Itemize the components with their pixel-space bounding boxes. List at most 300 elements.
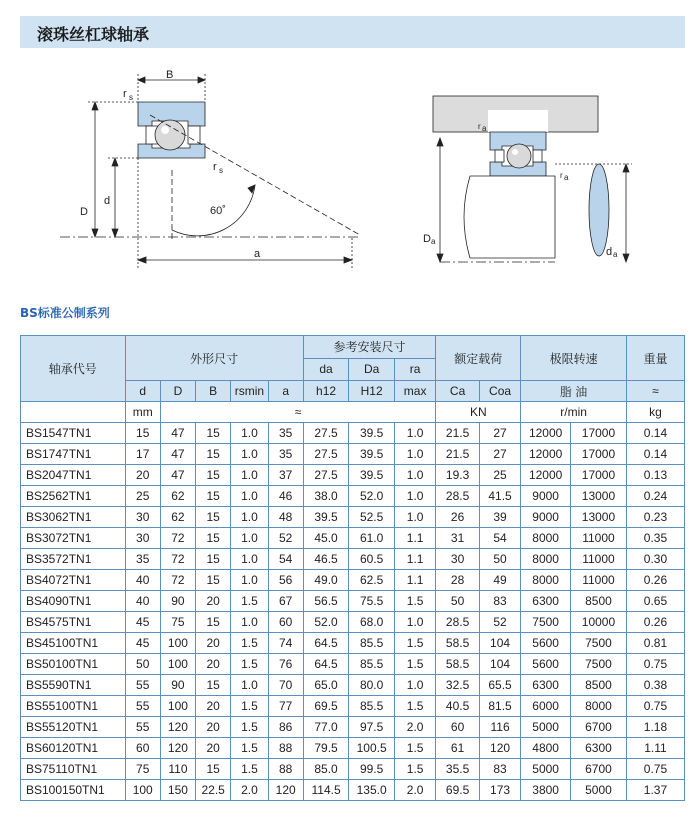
table-cell: 100 <box>160 633 195 654</box>
table-cell: 27 <box>479 444 520 465</box>
table-cell: 37 <box>268 465 303 486</box>
table-cell: 15 <box>196 549 231 570</box>
table-cell: 6300 <box>570 738 626 759</box>
table-cell: 7500 <box>521 612 571 633</box>
table-cell: 1.5 <box>394 759 435 780</box>
table-cell: 22.5 <box>196 780 231 801</box>
table-cell: 1.0 <box>231 612 268 633</box>
table-cell: 60 <box>436 717 480 738</box>
table-row <box>21 423 685 444</box>
table-cell: 21.5 <box>436 444 480 465</box>
table-cell: 7500 <box>570 633 626 654</box>
table-cell: 72 <box>160 570 195 591</box>
table-cell: 47 <box>160 444 195 465</box>
table-cell: 90 <box>160 591 195 612</box>
table-cell: 15 <box>196 465 231 486</box>
label-da: d <box>606 246 613 258</box>
table-cell: 55 <box>125 696 160 717</box>
table-cell: 35 <box>268 444 303 465</box>
table-cell: 8000 <box>521 549 571 570</box>
table-cell: 38.0 <box>303 486 349 507</box>
table-cell: 1.0 <box>231 423 268 444</box>
table-cell: 30 <box>436 549 480 570</box>
table-cell: 85.0 <box>303 759 349 780</box>
table-cell: 65.0 <box>303 675 349 696</box>
table-cell: 52 <box>268 528 303 549</box>
table-row <box>21 696 685 717</box>
header-D: D <box>160 381 195 402</box>
table-cell: 27.5 <box>303 465 349 486</box>
table-cell: 5000 <box>521 759 571 780</box>
table-cell: 77.0 <box>303 717 349 738</box>
table-cell: 0.35 <box>626 528 684 549</box>
table-cell: 120 <box>160 738 195 759</box>
table-row <box>21 549 685 570</box>
table-cell: 1.5 <box>231 591 268 612</box>
unit-rmin: r/min <box>521 402 627 423</box>
table-cell: 20 <box>196 738 231 759</box>
table-cell: 6700 <box>570 759 626 780</box>
bearing-code-cell: BS50100TN1 <box>21 654 126 675</box>
table-cell: 8000 <box>521 570 571 591</box>
table-cell: 100 <box>160 654 195 675</box>
table-cell: 1.5 <box>394 654 435 675</box>
header-h12: h12 <box>303 381 349 402</box>
table-cell: 52 <box>479 612 520 633</box>
unit-kg: kg <box>626 402 684 423</box>
table-cell: 7500 <box>570 654 626 675</box>
table-cell: 20 <box>196 591 231 612</box>
table-cell: 32.5 <box>436 675 480 696</box>
table-cell: 15 <box>196 612 231 633</box>
table-cell: 62 <box>160 507 195 528</box>
table-cell: 12000 <box>521 423 571 444</box>
table-cell: 45 <box>125 633 160 654</box>
table-cell: 0.75 <box>626 696 684 717</box>
table-cell: 85.5 <box>349 654 395 675</box>
label-d: d <box>104 195 111 207</box>
table-cell: 28.5 <box>436 612 480 633</box>
section-title: BS标准公制系列 <box>20 306 110 320</box>
table-cell: 120 <box>268 780 303 801</box>
table-cell: 75.5 <box>349 591 395 612</box>
table-cell: 17000 <box>570 423 626 444</box>
left-bearing-drawing <box>60 74 360 268</box>
table-cell: 0.13 <box>626 465 684 486</box>
header-approx: ≈ <box>626 381 684 402</box>
table-cell: 15 <box>196 675 231 696</box>
table-cell: 1.0 <box>394 507 435 528</box>
table-cell: 39.5 <box>349 444 395 465</box>
table-cell: 15 <box>196 528 231 549</box>
table-cell: 90 <box>160 675 195 696</box>
table-cell: 31 <box>436 528 480 549</box>
label-rs-top-sub: s <box>129 93 133 102</box>
table-row <box>21 612 685 633</box>
label-Da-sub: a <box>431 237 436 246</box>
table-cell: 49.0 <box>303 570 349 591</box>
bearing-code-cell: BS55100TN1 <box>21 696 126 717</box>
table-cell: 27.5 <box>303 423 349 444</box>
table-cell: 2.0 <box>394 717 435 738</box>
table-cell: 13000 <box>570 486 626 507</box>
label-da-sub: a <box>613 250 618 259</box>
table-cell: 58.5 <box>436 654 480 675</box>
header-load: 额定载荷 <box>436 336 521 381</box>
table-cell: 5600 <box>521 633 571 654</box>
table-cell: 76 <box>268 654 303 675</box>
table-cell: 104 <box>479 654 520 675</box>
table-row <box>21 507 685 528</box>
right-mounting-drawing <box>433 96 632 262</box>
table-cell: 8500 <box>570 591 626 612</box>
table-cell: 64.5 <box>303 633 349 654</box>
table-cell: 15 <box>125 423 160 444</box>
table-cell: 88 <box>268 759 303 780</box>
table-cell: 1.0 <box>394 486 435 507</box>
table-cell: 60 <box>125 738 160 759</box>
table-cell: 54 <box>479 528 520 549</box>
table-cell: 1.0 <box>231 465 268 486</box>
table-cell: 5000 <box>570 780 626 801</box>
table-cell: 1.0 <box>394 612 435 633</box>
table-row <box>21 444 685 465</box>
table-row <box>21 633 685 654</box>
table-cell: 3800 <box>521 780 571 801</box>
table-cell: 40 <box>125 570 160 591</box>
table-cell: 97.5 <box>349 717 395 738</box>
table-cell: 41.5 <box>479 486 520 507</box>
table-cell: 13000 <box>570 507 626 528</box>
table-cell: 27.5 <box>303 444 349 465</box>
unit-kn: KN <box>436 402 521 423</box>
table-cell: 0.23 <box>626 507 684 528</box>
table-cell: 79.5 <box>303 738 349 759</box>
table-cell: 8000 <box>570 696 626 717</box>
label-rs-right-sub: s <box>219 166 223 175</box>
table-cell: 62 <box>160 486 195 507</box>
table-cell: 50 <box>479 549 520 570</box>
table-cell: 0.81 <box>626 633 684 654</box>
table-row <box>21 717 685 738</box>
table-cell: 1.5 <box>231 633 268 654</box>
table-cell: 80.0 <box>349 675 395 696</box>
table-cell: 11000 <box>570 549 626 570</box>
table-cell: 2.0 <box>394 780 435 801</box>
table-cell: 69.5 <box>436 780 480 801</box>
table-cell: 85.5 <box>349 696 395 717</box>
table-cell: 15 <box>196 759 231 780</box>
table-cell: 0.26 <box>626 612 684 633</box>
table-cell: 1.5 <box>231 759 268 780</box>
table-cell: 120 <box>479 738 520 759</box>
table-cell: 52.0 <box>349 486 395 507</box>
table-cell: 45 <box>125 612 160 633</box>
bearing-code-cell: BS75110TN1 <box>21 759 126 780</box>
table-cell: 9000 <box>521 507 571 528</box>
table-cell: 40 <box>125 591 160 612</box>
table-cell: 56 <box>268 570 303 591</box>
table-cell: 120 <box>160 717 195 738</box>
table-cell: 1.5 <box>394 591 435 612</box>
table-cell: 40.5 <box>436 696 480 717</box>
table-row <box>21 528 685 549</box>
table-cell: 60.5 <box>349 549 395 570</box>
table-cell: 6300 <box>521 591 571 612</box>
table-cell: 0.65 <box>626 591 684 612</box>
table-cell: 39 <box>479 507 520 528</box>
table-cell: 5600 <box>521 654 571 675</box>
table-cell: 60 <box>268 612 303 633</box>
header-Ca: Ca <box>436 381 480 402</box>
table-cell: 2.0 <box>231 780 268 801</box>
bearing-code-cell: BS5590TN1 <box>21 675 126 696</box>
table-cell: 0.14 <box>626 423 684 444</box>
table-cell: 0.75 <box>626 654 684 675</box>
bearing-code-cell: BS100150TN1 <box>21 780 126 801</box>
label-a: a <box>254 248 261 260</box>
table-cell: 17000 <box>570 465 626 486</box>
table-cell: 88 <box>268 738 303 759</box>
table-cell: 30 <box>125 507 160 528</box>
table-cell: 10000 <box>570 612 626 633</box>
table-cell: 75 <box>160 612 195 633</box>
table-cell: 48 <box>268 507 303 528</box>
table-cell: 81.5 <box>479 696 520 717</box>
table-cell: 25 <box>479 465 520 486</box>
table-cell: 83 <box>479 759 520 780</box>
table-cell: 12000 <box>521 444 571 465</box>
header-weight: 重量 <box>626 336 684 381</box>
label-rs-right: r <box>213 161 217 173</box>
table-row <box>21 591 685 612</box>
table-cell: 4800 <box>521 738 571 759</box>
table-cell: 47 <box>160 465 195 486</box>
bearing-code-cell: BS3072TN1 <box>21 528 126 549</box>
table-cell: 61 <box>436 738 480 759</box>
table-cell: 1.0 <box>394 423 435 444</box>
bearing-code-cell: BS1747TN1 <box>21 444 126 465</box>
table-row <box>21 738 685 759</box>
table-cell: 47 <box>160 423 195 444</box>
table-cell: 61.0 <box>349 528 395 549</box>
label-ra-top: r <box>478 122 481 131</box>
table-row <box>21 759 685 780</box>
bearing-code-cell: BS55120TN1 <box>21 717 126 738</box>
table-cell: 64.5 <box>303 654 349 675</box>
bearing-code-cell: BS4090TN1 <box>21 591 126 612</box>
table-cell: 11000 <box>570 570 626 591</box>
header-Da: Da <box>349 358 395 381</box>
table-cell: 1.5 <box>231 696 268 717</box>
table-cell: 72 <box>160 549 195 570</box>
table-cell: 55 <box>125 717 160 738</box>
table-cell: 74 <box>268 633 303 654</box>
table-cell: 35.5 <box>436 759 480 780</box>
label-ra-top-sub: a <box>482 124 487 133</box>
table-cell: 49 <box>479 570 520 591</box>
table-row <box>21 654 685 675</box>
table-cell: 35 <box>125 549 160 570</box>
table-cell: 1.0 <box>231 675 268 696</box>
table-cell: 1.5 <box>231 654 268 675</box>
table-cell: 67 <box>268 591 303 612</box>
table-cell: 39.5 <box>349 465 395 486</box>
table-cell: 72 <box>160 528 195 549</box>
table-row <box>21 570 685 591</box>
bearing-code-cell: BS1547TN1 <box>21 423 126 444</box>
table-cell: 15 <box>196 570 231 591</box>
table-cell: 20 <box>196 717 231 738</box>
label-rs-top: r <box>123 88 127 100</box>
table-cell: 35 <box>268 423 303 444</box>
table-cell: 28.5 <box>436 486 480 507</box>
spec-table <box>20 335 685 801</box>
label-D: D <box>80 206 88 218</box>
header-H12: H12 <box>349 381 395 402</box>
table-cell: 20 <box>125 465 160 486</box>
table-cell: 68.0 <box>349 612 395 633</box>
table-cell: 6000 <box>521 696 571 717</box>
unit-approx: ≈ <box>160 402 436 423</box>
table-cell: 1.5 <box>394 738 435 759</box>
table-cell: 15 <box>196 423 231 444</box>
header-B: B <box>196 381 231 402</box>
table-cell: 46 <box>268 486 303 507</box>
unit-mm: mm <box>125 402 160 423</box>
table-cell: 58.5 <box>436 633 480 654</box>
table-cell: 52.0 <box>303 612 349 633</box>
label-ra-right-sub: a <box>564 173 569 182</box>
table-cell: 1.11 <box>626 738 684 759</box>
table-cell: 1.37 <box>626 780 684 801</box>
table-cell: 173 <box>479 780 520 801</box>
table-row <box>21 465 685 486</box>
table-cell: 20 <box>196 654 231 675</box>
table-cell: 1.0 <box>231 486 268 507</box>
table-cell: 1.1 <box>394 549 435 570</box>
table-cell: 1.0 <box>231 528 268 549</box>
table-cell: 6300 <box>521 675 571 696</box>
table-cell: 1.0 <box>231 444 268 465</box>
bearing-code-cell: BS3062TN1 <box>21 507 126 528</box>
table-cell: 69.5 <box>303 696 349 717</box>
table-cell: 20 <box>196 633 231 654</box>
header-mount: 参考安装尺寸 <box>303 336 436 359</box>
unit-blank <box>21 402 126 423</box>
header-code: 轴承代号 <box>21 336 126 402</box>
label-B: B <box>166 69 174 81</box>
table-cell: 1.0 <box>394 444 435 465</box>
table-cell: 56.5 <box>303 591 349 612</box>
table-cell: 12000 <box>521 465 571 486</box>
table-cell: 100 <box>125 780 160 801</box>
table-cell: 1.0 <box>394 465 435 486</box>
table-cell: 1.1 <box>394 528 435 549</box>
table-cell: 17000 <box>570 444 626 465</box>
bearing-code-cell: BS4072TN1 <box>21 570 126 591</box>
table-cell: 20 <box>196 696 231 717</box>
table-cell: 1.5 <box>394 633 435 654</box>
table-cell: 65.5 <box>479 675 520 696</box>
table-cell: 28 <box>436 570 480 591</box>
table-cell: 1.1 <box>394 570 435 591</box>
table-row <box>21 486 685 507</box>
table-cell: 50 <box>436 591 480 612</box>
spec-table-body <box>21 423 685 801</box>
table-cell: 54 <box>268 549 303 570</box>
table-cell: 116 <box>479 717 520 738</box>
table-cell: 15 <box>196 444 231 465</box>
table-cell: 104 <box>479 633 520 654</box>
left-diagram-labels <box>80 69 261 260</box>
label-angle: 60˚ <box>210 205 226 217</box>
table-cell: 85.5 <box>349 633 395 654</box>
table-cell: 1.0 <box>231 507 268 528</box>
table-cell: 75 <box>125 759 160 780</box>
header-ra: ra <box>394 358 435 381</box>
bearing-code-cell: BS4575TN1 <box>21 612 126 633</box>
table-cell: 27 <box>479 423 520 444</box>
table-cell: 11000 <box>570 528 626 549</box>
header-max: max <box>394 381 435 402</box>
table-cell: 1.5 <box>394 696 435 717</box>
table-cell: 46.5 <box>303 549 349 570</box>
table-cell: 0.26 <box>626 570 684 591</box>
title-bar <box>20 16 685 48</box>
table-cell: 150 <box>160 780 195 801</box>
table-cell: 100 <box>160 696 195 717</box>
header-a: a <box>268 381 303 402</box>
bearing-diagram <box>0 55 698 300</box>
table-cell: 0.75 <box>626 759 684 780</box>
table-cell: 1.5 <box>231 738 268 759</box>
page-title: 滚珠丝杠球轴承 <box>37 25 150 44</box>
label-ra-right: r <box>560 171 563 180</box>
table-cell: 83 <box>479 591 520 612</box>
header-rsmin: rsmin <box>231 381 268 402</box>
table-cell: 15 <box>196 486 231 507</box>
table-cell: 62.5 <box>349 570 395 591</box>
table-cell: 5000 <box>521 717 571 738</box>
header-Coa: Coa <box>479 381 520 402</box>
table-cell: 1.18 <box>626 717 684 738</box>
table-cell: 1.5 <box>231 717 268 738</box>
table-cell: 55 <box>125 675 160 696</box>
table-cell: 86 <box>268 717 303 738</box>
table-cell: 1.0 <box>394 675 435 696</box>
bearing-code-cell: BS2562TN1 <box>21 486 126 507</box>
table-cell: 50 <box>125 654 160 675</box>
header-outer: 外形尺寸 <box>125 336 303 381</box>
table-cell: 6700 <box>570 717 626 738</box>
table-cell: 70 <box>268 675 303 696</box>
table-cell: 0.14 <box>626 444 684 465</box>
table-cell: 17 <box>125 444 160 465</box>
table-cell: 21.5 <box>436 423 480 444</box>
table-cell: 25 <box>125 486 160 507</box>
table-cell: 8500 <box>570 675 626 696</box>
table-cell: 114.5 <box>303 780 349 801</box>
table-cell: 99.5 <box>349 759 395 780</box>
header-grease: 脂 油 <box>521 381 627 402</box>
table-cell: 0.38 <box>626 675 684 696</box>
table-cell: 15 <box>196 507 231 528</box>
table-cell: 0.30 <box>626 549 684 570</box>
bearing-code-cell: BS3572TN1 <box>21 549 126 570</box>
table-cell: 110 <box>160 759 195 780</box>
table-cell: 19.3 <box>436 465 480 486</box>
